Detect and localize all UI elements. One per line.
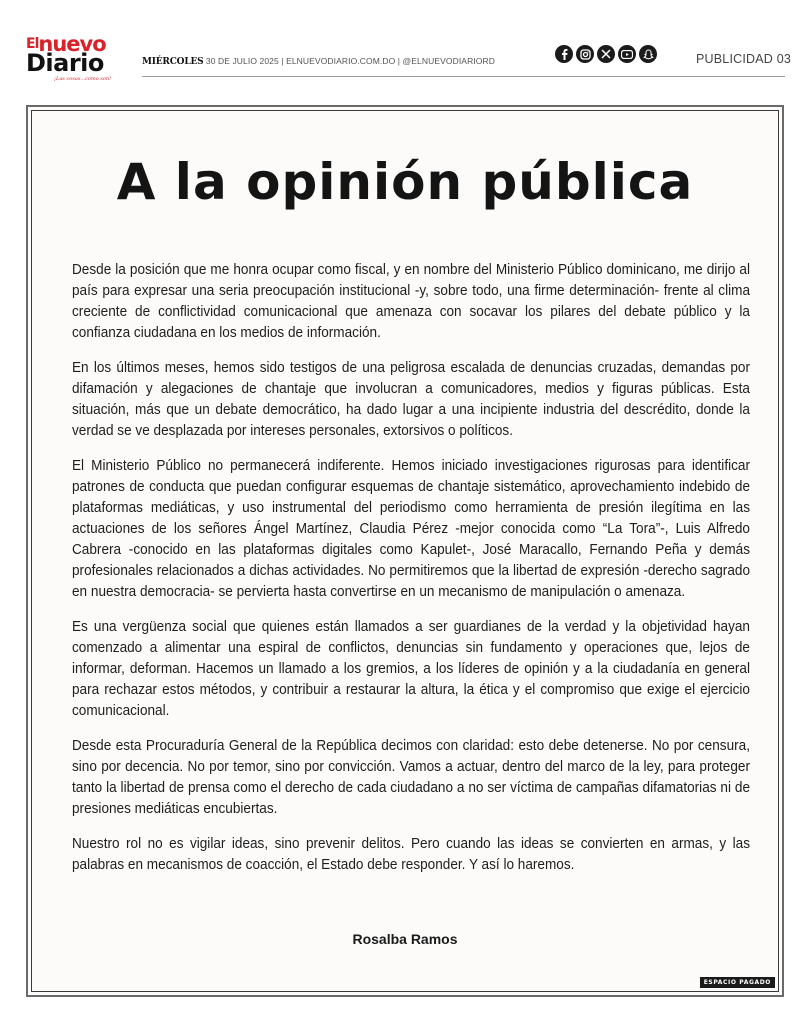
facebook-icon[interactable] (555, 45, 573, 63)
dateline-date: 30 DE JULIO 2025 (205, 56, 279, 66)
dateline-day: MIÉRCOLES (142, 57, 204, 67)
notice-title: A la opinión pública (116, 153, 694, 211)
section-label: PUBLICIDAD 03 (696, 52, 791, 66)
dateline-separator: | (281, 56, 284, 66)
social-icons (555, 45, 657, 63)
notice-paragraph: Desde esta Procuraduría General de la República decimos con claridad: esto debe detenerse. No por censura, sino por decencia. No por temor, sino por convicción. Vamos a actuar, dentro del marco de la ley, para proteger tanto la libertad de prensa como el derecho de cada ciudadano a no ser víctima de campañas difamatorias ni de presiones mediáticas encubiertas. (72, 737, 750, 817)
header-divider (142, 76, 785, 77)
x-icon[interactable] (597, 45, 615, 63)
youtube-icon[interactable] (618, 45, 636, 63)
snapchat-icon[interactable] (639, 45, 657, 63)
notice-paragraph: Nuestro rol no es vigilar ideas, sino prevenir delitos. Pero cuando las ideas se convierten en armas, y las palabras en mecanismos de coacción, el Estado debe responder. Y así lo haremos. (72, 835, 750, 873)
dateline-separator: | (397, 56, 401, 66)
paid-notice-frame (26, 105, 784, 997)
social-handle[interactable]: @ELNUEVODIARIORD (402, 56, 495, 66)
paid-notice-inner-border (31, 110, 779, 992)
notice-paragraph: Desde la posición que me honra ocupar como fiscal, y en nombre del Ministerio Público dominicano, me dirijo al país para expresar una seria preocupación institucional -y, sobre todo, una firme determinación- frente al clima creciente de conflictividad comunicacional que amenaza con socavar los pilares del debate público y la confianza ciudadana en los medios de información. (72, 261, 750, 341)
newspaper-header (0, 0, 801, 100)
instagram-icon[interactable] (576, 45, 594, 63)
notice-paragraph: El Ministerio Público no permanecerá indiferente. Hemos iniciado investigaciones rigurosas para identificar patrones de conducta que puedan configurar esquemas de chantaje sistemático, aprovechamiento indebido de plataformas mediáticas, y uso instrumental del periodismo como herramienta de presión ilegítima en las actuaciones de los señores Ángel Martínez, Claudia Pérez -mejor conocida como “La Tora”-, Luis Alfredo Cabrera -conocido en las plataformas digitales como Kapulet-, José Maracallo, Fernando Peña y demás profesionales relacionados a dichas actividades. No permitiremos que la libertad de expresión -derecho sagrado en nuestra democracia- se pervierta hasta convertirse en un mecanismo de manipulación o amenaza. (72, 457, 750, 600)
paid-space-badge: ESPACIO PAGADO (700, 977, 775, 988)
logo-line-diario: Diario (26, 49, 104, 77)
notice-paragraph: Es una vergüenza social que quienes están llamados a ser guardianes de la verdad y la objetividad hayan comenzado a alimentar una espiral de conflictos, denuncias sin fundamento y operaciones que, lejos de informar, deforman. Hacemos un llamado a los gremios, a los líderes de opinión y a la ciudadanía en general para rechazar estos métodos, y contribuir a restaurar la altura, la ética y el compromiso que exige el ejercicio comunicacional. (72, 618, 750, 719)
dateline (142, 56, 495, 67)
logo-el-text: El (26, 36, 39, 52)
logo-tagline: ¡Las cosas...como son! (54, 76, 112, 82)
el-nuevo-diario-logo[interactable] (26, 34, 126, 86)
website-link[interactable]: ELNUEVODIARIO.COM.DO (286, 56, 396, 66)
logo-nuevo-text: nuevo (38, 32, 106, 56)
notice-paragraph: En los últimos meses, hemos sido testigos de una peligrosa escalada de denuncias cruzadas, demandas por difamación y alegaciones de chantaje que involucran a comunicadores, medios y figuras públicas. Esta situación, más que un debate democrático, ha dado lugar a una incipiente industria del descrédito, donde la verdad se ve desplazada por intereses personales, extorsivos o políticos. (72, 359, 750, 439)
signature: Rosalba Ramos (352, 931, 458, 947)
notice-body (72, 259, 750, 889)
